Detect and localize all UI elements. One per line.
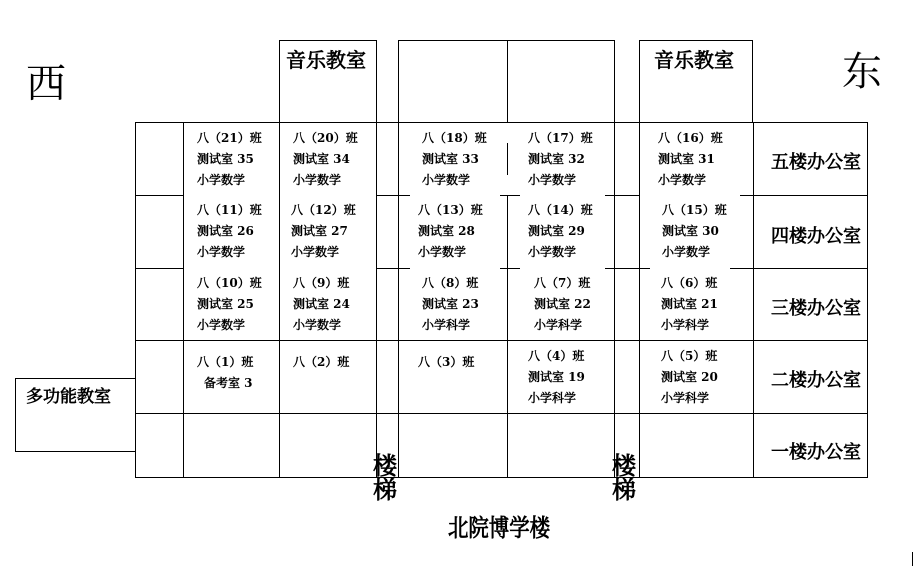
room-f5-4: 八（17）班 测试室 32 小学数学 xyxy=(528,131,593,187)
room-f5-2: 八（20）班 测试室 34 小学数学 xyxy=(293,131,358,187)
room-f3-5: 八（6）班 测试室 21 小学科学 xyxy=(661,276,718,332)
music-room-east: 音乐教室 xyxy=(654,48,734,72)
room-f3-3: 八（8）班 测试室 23 小学科学 xyxy=(422,276,479,332)
room-f2-1: 八（1）班 备考室 3 xyxy=(197,355,254,390)
room-f2-3: 八（3）班 xyxy=(418,355,475,369)
stairs-east: 楼 梯 xyxy=(612,452,636,504)
room-f2-5: 八（5）班 测试室 20 小学科学 xyxy=(661,349,718,405)
room-f3-1: 八（10）班 测试室 25 小学数学 xyxy=(197,276,262,332)
music-room-west: 音乐教室 xyxy=(286,48,366,72)
office-floor-1: 一楼办公室 xyxy=(771,442,861,463)
room-f4-3: 八（13）班 测试室 28 小学数学 xyxy=(418,203,483,259)
east-label: 东 xyxy=(842,49,882,95)
room-f3-2: 八（9）班 测试室 24 小学数学 xyxy=(293,276,350,332)
room-f2-4: 八（4）班 测试室 19 小学科学 xyxy=(528,349,585,405)
west-label: 西 xyxy=(26,61,66,107)
office-floor-4: 四楼办公室 xyxy=(771,226,861,247)
room-f4-2: 八（12）班 测试室 27 小学数学 xyxy=(291,203,356,259)
stairs-west: 楼 梯 xyxy=(373,452,397,504)
room-f3-4: 八（7）班 测试室 22 小学科学 xyxy=(534,276,591,332)
office-floor-5: 五楼办公室 xyxy=(771,152,861,173)
room-f4-5: 八（15）班 测试室 30 小学数学 xyxy=(662,203,727,259)
building-name: 北院博学楼 xyxy=(448,514,550,542)
room-f2-2: 八（2）班 xyxy=(293,355,350,369)
multi-function-room: 多功能教室 xyxy=(26,387,111,407)
room-f5-1: 八（21）班 测试室 35 小学数学 xyxy=(197,131,262,187)
room-f4-4: 八（14）班 测试室 29 小学数学 xyxy=(528,203,593,259)
room-f5-5: 八（16）班 测试室 31 小学数学 xyxy=(658,131,723,187)
room-f4-1: 八（11）班 测试室 26 小学数学 xyxy=(197,203,262,259)
room-f5-3: 八（18）班 测试室 33 小学数学 xyxy=(422,131,487,187)
office-floor-3: 三楼办公室 xyxy=(771,298,861,319)
office-floor-2: 二楼办公室 xyxy=(771,370,861,391)
